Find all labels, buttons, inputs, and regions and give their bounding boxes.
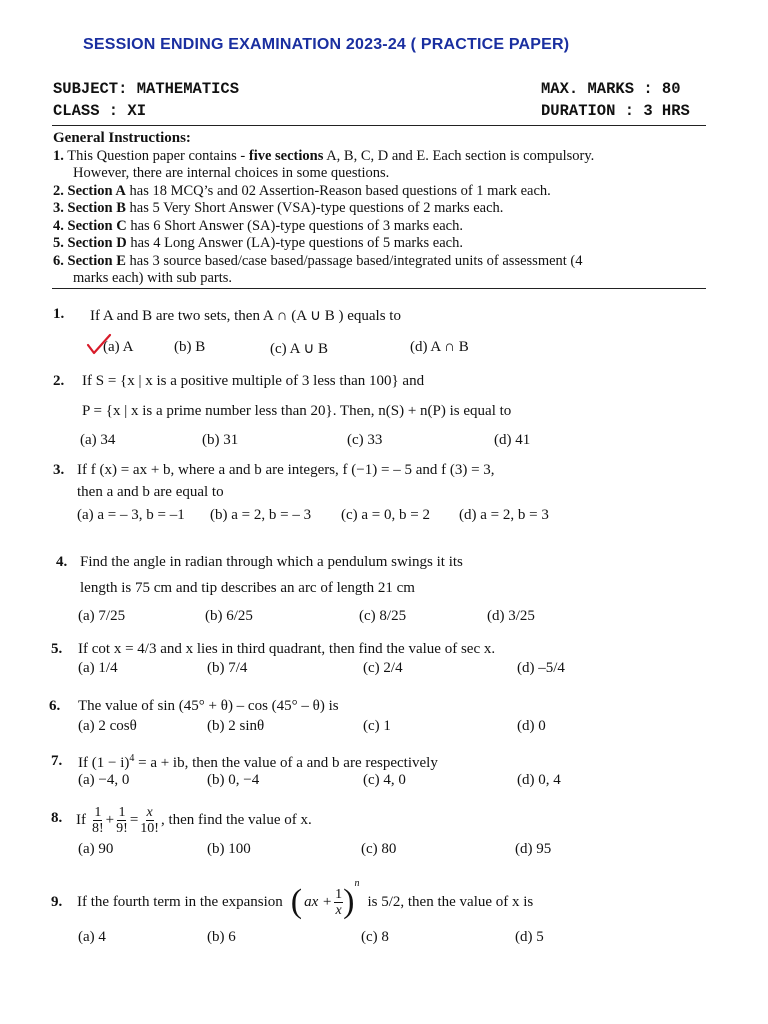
instructions-title: General Instructions: [53, 130, 191, 146]
paper-title: SESSION ENDING EXAMINATION 2023-24 ( PRACTICE PAPER) [83, 36, 570, 53]
option-a: (a) 1/4 [78, 660, 118, 676]
option-a: (a) a = – 3, b = –1 [77, 507, 185, 523]
question-number: 9. [51, 894, 63, 910]
question-number: 5. [51, 641, 63, 657]
option-c: (c) 4, 0 [363, 772, 406, 788]
instruction-line: 3. Section B has 5 Very Short Answer (VSA)-type questions of 2 marks each. [53, 200, 504, 216]
option-d: (d) 3/25 [487, 608, 535, 624]
option-b: (b) 7/4 [207, 660, 248, 676]
option-d: (d) 5 [515, 929, 544, 945]
instruction-line: 2. Section A has 18 MCQ’s and 02 Assertion-Reason based questions of 1 mark each. [53, 183, 551, 199]
option-a: (a) 4 [78, 929, 106, 945]
question-text: If $(1 - i)^4 = a$ + ib, then the value of a and b are respectively [78, 753, 438, 771]
question-number: 2. [53, 373, 65, 389]
question-text: If $\frac{1}{8!}$ + $\frac{1}{9!}$ = $\frac{x}{10!}$ , then find the value of x. [76, 804, 312, 836]
instruction-line: 6. Section E has 3 source based/case based/passage based/integrated units of assessment (4 [53, 253, 583, 269]
option-b: (b) 100 [207, 841, 251, 857]
option-d: (d) 41 [494, 432, 531, 448]
question-text: If the fourth term in the expansion ( ax + $\frac{1}{x}$ ) n is 5/2, then the value of x is [77, 878, 534, 920]
top-divider [52, 125, 706, 126]
question-text: then a and b are equal to [77, 484, 224, 500]
red-tick-mark-icon [86, 333, 114, 357]
question-text: If S = {x | x is a positive multiple of 3 less than 100} and [82, 373, 425, 389]
option-c: (c) a = 0, b = 2 [341, 507, 430, 523]
option-c: (c) A ∪ B [270, 341, 329, 357]
question-number: 8. [51, 810, 63, 826]
option-d: (d) –5/4 [517, 660, 565, 676]
option-c: (c) 8/25 [359, 608, 407, 624]
option-b: (b) 6/25 [205, 608, 253, 624]
instruction-line: marks each) with sub parts. [73, 270, 233, 286]
option-c: (c) 8 [361, 929, 389, 945]
option-a: (a) 34 [80, 432, 116, 448]
fraction: $\frac{1}{8!}$ [92, 804, 104, 836]
question-number: 1. [53, 306, 65, 322]
max-marks-label: MAX. MARKS : 80 [541, 80, 681, 98]
instructions-divider [52, 288, 706, 289]
question-text: length is 75 cm and tip describes an arc of length 21 cm [80, 580, 415, 596]
option-a: (a) A [103, 339, 134, 355]
option-c: (c) 2/4 [363, 660, 403, 676]
question-number: 4. [56, 554, 68, 570]
question-text: If f (x) = ax + b, where a and b are integers, f (−1) = – 5 and f (3) = 3, [77, 462, 495, 478]
question-text: If A and B are two sets, then A ∩ (A ∪ B ) equals to [90, 308, 401, 324]
option-c: (c) 80 [361, 841, 397, 857]
option-d: (d) a = 2, b = 3 [459, 507, 549, 523]
option-d: (d) A ∩ B [410, 339, 469, 355]
option-b: (b) 2 sinθ [207, 718, 265, 734]
option-b: (b) 6 [207, 929, 236, 945]
option-a: (a) 90 [78, 841, 114, 857]
subject-label: SUBJECT: MATHEMATICS [53, 80, 240, 98]
option-c: (c) 33 [347, 432, 383, 448]
fraction: $\frac{1}{x}$ [335, 886, 343, 918]
option-b: (b) 31 [202, 432, 239, 448]
question-text: Find the angle in radian through which a pendulum swings it its [80, 554, 463, 570]
option-a: (a) 2 cosθ [78, 718, 137, 734]
option-b: (b) B [174, 339, 206, 355]
fraction: $\frac{1}{9!}$ [116, 804, 128, 836]
question-text: P = {x | x is a prime number less than 20}. Then, n(S) + n(P) is equal to [82, 403, 512, 419]
option-c: (c) 1 [363, 718, 391, 734]
duration-label: DURATION : 3 HRS [541, 102, 690, 120]
option-a: (a) 7/25 [78, 608, 126, 624]
question-text: The value of sin (45° + θ) – cos (45° – θ) is [78, 698, 339, 714]
fraction: $\frac{x}{10!}$ [140, 804, 159, 836]
class-label: CLASS : XI [53, 102, 147, 120]
question-number: 6. [49, 698, 61, 714]
instruction-line: 4. Section C has 6 Short Answer (SA)-type questions of 3 marks each. [53, 218, 463, 234]
option-d: (d) 95 [515, 841, 552, 857]
instruction-line: 5. Section D has 4 Long Answer (LA)-type questions of 5 marks each. [53, 235, 463, 251]
instruction-line: However, there are internal choices in some questions. [73, 165, 390, 181]
question-number: 7. [51, 753, 63, 769]
option-d: (d) 0 [517, 718, 546, 734]
option-b: (b) a = 2, b = – 3 [210, 507, 312, 523]
option-d: (d) 0, 4 [517, 772, 561, 788]
option-b: (b) 0, −4 [207, 772, 260, 788]
option-a: (a) −4, 0 [78, 772, 130, 788]
question-text: If cot x = 4/3 and x lies in third quadrant, then find the value of sec x. [78, 641, 496, 657]
instruction-line: 1. This Question paper contains - five sections A, B, C, D and E. Each section is compulsory. [53, 148, 595, 164]
question-number: 3. [53, 462, 65, 478]
